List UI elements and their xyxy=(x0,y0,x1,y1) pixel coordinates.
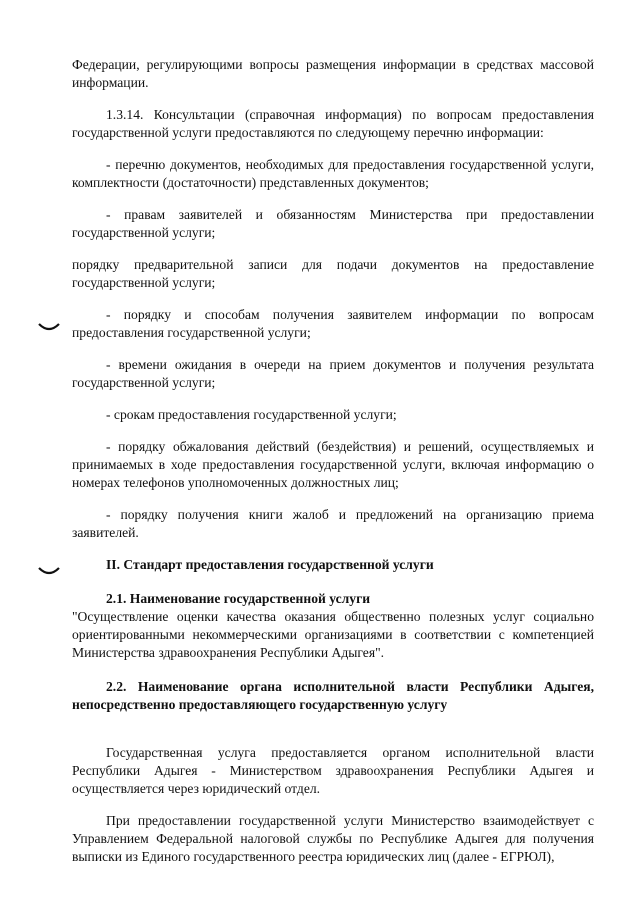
list-item-documents: - перечню документов, необходимых для предоставления государственной услуги, комплектности (достаточности) представленных документов; xyxy=(72,157,594,190)
paragraph-1-3-14: 1.3.14. Консультации (справочная информация) по вопросам предоставления государственной услуги предоставляются по следующему перечню информации: xyxy=(72,107,594,140)
list-item-rights: - правам заявителей и обязанностям Министерства при предоставлении государственной услуги; xyxy=(72,207,594,240)
margin-mark-top xyxy=(38,322,60,332)
subsection-1-title: 2.1. Наименование государственной услуги xyxy=(106,591,371,606)
document-page xyxy=(72,56,594,880)
list-item-methods: - порядку и способам получения заявителем информации по вопросам предоставления государственной услуги; xyxy=(72,307,594,340)
list-item-complaints-book: - порядку получения книги жалоб и предложений на организацию приема заявителей. xyxy=(72,507,594,540)
list-item-waiting-time: - времени ожидания в очереди на прием документов и получения результата государственной услуги; xyxy=(72,357,594,390)
section-title: II. Стандарт предоставления государственной услуги xyxy=(106,557,434,572)
subsection-2-text-2: При предоставлении государственной услуги Министерство взаимодействует с Управлением Федеральной налоговой службы по Республике Адыгея для получения выписки из Единого государственного реестра юридических лиц (далее - ЕГРЮЛ), xyxy=(72,813,594,864)
margin-mark-bottom xyxy=(38,566,60,576)
subsection-2-title: 2.2. Наименование органа исполнительной власти Республики Адыгея, непосредственно предоставляющего государственную услугу xyxy=(72,679,594,712)
subsection-1-text: "Осуществление оценки качества оказания общественно полезных услуг социально ориентированными некоммерческими организациями в соответствии с компетенцией Министерства здравоохранения Республики Адыгея". xyxy=(72,609,594,660)
paragraph-continuation: Федерации, регулирующими вопросы размещения информации в средствах массовой информации. xyxy=(72,57,594,90)
list-item-appeal: - порядку обжалования действий (бездействия) и решений, осуществляемых и принимаемых в ходе предоставления государственной услуги, включая информацию о номерах телефонов уполномоченных должностных лиц; xyxy=(72,439,594,490)
list-item-preregistration: порядку предварительной записи для подачи документов на предоставление государственной услуги; xyxy=(72,257,594,290)
list-item-deadlines: - срокам предоставления государственной услуги; xyxy=(106,407,397,422)
subsection-2-text-1: Государственная услуга предоставляется органом исполнительной власти Республики Адыгея - Министерством здравоохранения Республики Адыгея и осуществляется через юридический отдел. xyxy=(72,745,594,796)
